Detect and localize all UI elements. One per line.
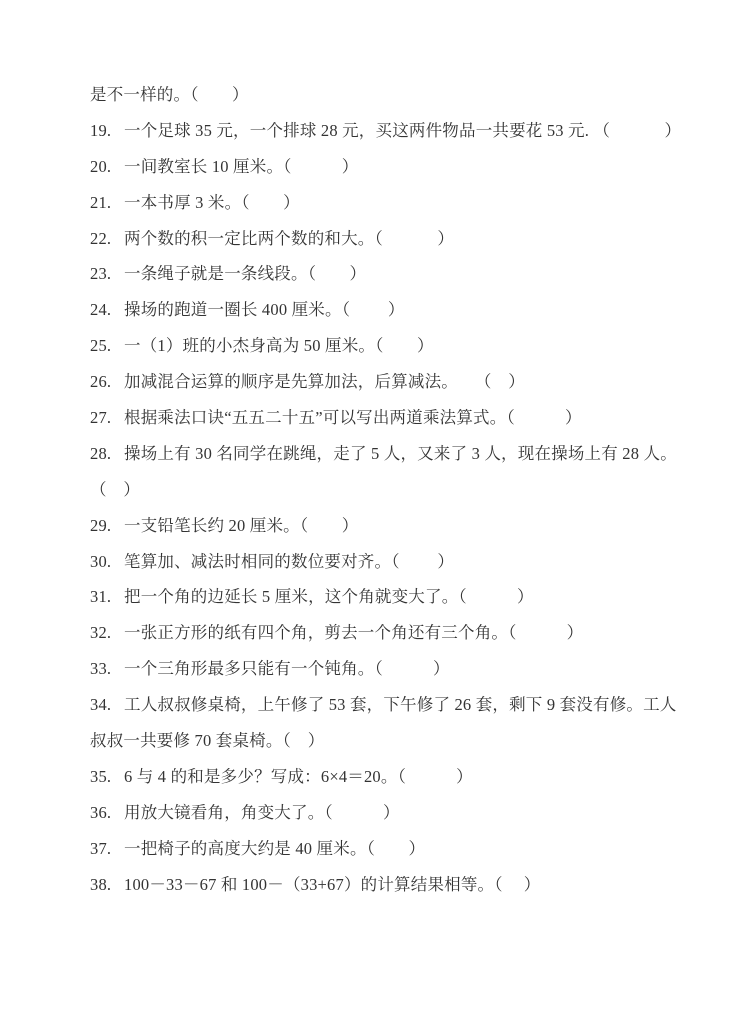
question-line-28 (90, 436, 680, 472)
question-text: 一张正方形的纸有四个角，剪去一个角还有三个角。（ ） (124, 623, 584, 643)
question-text: 把一个角的边延长 5 厘米，这个角就变大了。（ ） (124, 587, 534, 607)
question-text: 一条绳子就是一条线段。（ ） (124, 264, 367, 284)
question-line-27 (90, 400, 680, 436)
question-number: 34. (90, 695, 112, 715)
question-28-continuation (90, 472, 680, 508)
question-number: 22. (90, 228, 112, 248)
question-number: 37. (90, 838, 112, 858)
question-number: 25. (90, 336, 112, 356)
question-number: 28. (90, 443, 112, 463)
question-number: 20. (90, 156, 112, 176)
question-line-22 (90, 221, 680, 257)
question-number: 29. (90, 515, 112, 535)
question-text: 一个足球 35 元，一个排球 28 元，买这两件物品一共要花 53 元. （ ） (124, 120, 682, 140)
question-line-31 (90, 579, 680, 615)
question-line-37 (90, 831, 680, 867)
question-line-32 (90, 615, 680, 651)
question-text: 工人叔叔修桌椅，上午修了 53 套，下午修了 26 套，剩下 9 套没有修。工人 (124, 695, 677, 715)
question-text: 根据乘法口诀“五五二十五”可以写出两道乘法算式。（ ） (124, 408, 582, 428)
question-line-36 (90, 795, 680, 831)
question-34-continuation (90, 723, 680, 759)
question-text: 6 与 4 的和是多少？写成：6×4＝20。（ ） (124, 766, 473, 786)
question-list (90, 77, 680, 902)
question-line-34 (90, 687, 680, 723)
question-text: 一间教室长 10 厘米。（ ） (124, 156, 359, 176)
question-text: 一（1）班的小杰身高为 50 厘米。（ ） (124, 336, 434, 356)
question-number: 23. (90, 264, 112, 284)
question-number: 38. (90, 874, 112, 894)
question-text: 一把椅子的高度大约是 40 厘米。（ ） (124, 838, 426, 858)
question-text: 一本书厚 3 米。（ ） (124, 192, 300, 212)
question-text: 两个数的积一定比两个数的和大。（ ） (124, 228, 455, 248)
question-text: （ ） (90, 479, 141, 499)
question-line-19 (90, 113, 680, 149)
question-line-20 (90, 149, 680, 185)
question-line-38 (90, 867, 680, 903)
question-line-21 (90, 185, 680, 221)
question-line-24 (90, 292, 680, 328)
question-line-35 (90, 759, 680, 795)
question-line-33 (90, 651, 680, 687)
question-text: 一个三角形最多只能有一个钝角。（ ） (124, 659, 450, 679)
question-text: 叔叔一共要修 70 套桌椅。（ ） (90, 731, 325, 751)
question-text: 100－33－67 和 100－（33+67）的计算结果相等。（ ） (124, 874, 541, 894)
question-text: 加减混合运算的顺序是先算加法，后算减法。 （ ） (124, 372, 525, 392)
question-number: 26. (90, 372, 112, 392)
question-line-23 (90, 256, 680, 292)
question-number: 31. (90, 587, 112, 607)
question-text: 操场上有 30 名同学在跳绳，走了 5 人，又来了 3 人，现在操场上有 28 人。 (124, 443, 677, 463)
question-number: 19. (90, 120, 112, 140)
question-18-continuation (90, 77, 680, 113)
question-number: 21. (90, 192, 112, 212)
question-text: 一支铅笔长约 20 厘米。（ ） (124, 515, 359, 535)
question-text: 笔算加、减法时相同的数位要对齐。（ ） (124, 551, 455, 571)
question-number: 30. (90, 551, 112, 571)
question-number: 35. (90, 766, 112, 786)
question-line-25 (90, 328, 680, 364)
question-number: 27. (90, 408, 112, 428)
question-text: 操场的跑道一圈长 400 厘米。（ ） (124, 300, 405, 320)
question-number: 24. (90, 300, 112, 320)
question-number: 36. (90, 802, 112, 822)
question-number: 33. (90, 659, 112, 679)
question-line-26 (90, 364, 680, 400)
question-text: 用放大镜看角，角变大了。（ ） (124, 802, 400, 822)
question-text: 是不一样的。（ ） (90, 85, 249, 104)
question-number: 32. (90, 623, 112, 643)
question-line-29 (90, 508, 680, 544)
question-line-30 (90, 544, 680, 580)
